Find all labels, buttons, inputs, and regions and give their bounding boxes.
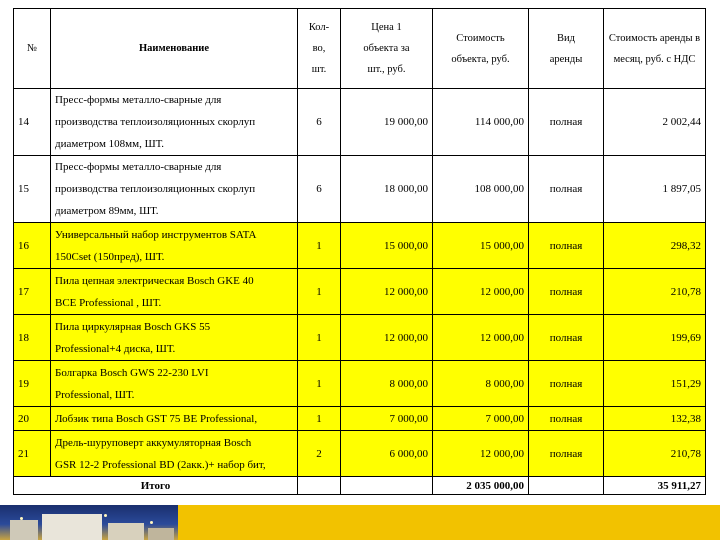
cell-name	[51, 315, 298, 361]
cell-name	[51, 223, 298, 269]
cell-cost: 15 000,00	[433, 223, 529, 269]
cell-type: полная	[529, 269, 604, 315]
building-shape	[108, 523, 144, 540]
cell-type: полная	[529, 223, 604, 269]
cell-name-line: Professional+4 диска, ШТ.	[55, 342, 176, 355]
cell-name-line: Лобзик типа Bosch GST 75 BE Professional,	[55, 412, 258, 425]
cell-price: 15 000,00	[341, 223, 433, 269]
cell-qty: 1	[298, 269, 341, 315]
table-row	[14, 89, 706, 156]
cell-name	[51, 269, 298, 315]
cell-no: 20	[14, 407, 51, 431]
cell-name-line: Дрель-шуруповерт аккумуляторная Bosch	[55, 436, 252, 449]
header-type	[529, 9, 604, 89]
cell-qty: 1	[298, 223, 341, 269]
table-row	[14, 223, 706, 269]
cell-rent: 132,38	[604, 407, 706, 431]
cell-cost: 8 000,00	[433, 361, 529, 407]
cell-qty: 1	[298, 315, 341, 361]
cell-name-line: Пресс-формы металло-сварные для	[55, 161, 222, 173]
header-row	[14, 9, 706, 89]
table-row	[14, 269, 706, 315]
header-price-line: объекта за	[363, 43, 410, 54]
table-row	[14, 315, 706, 361]
cell-name-line: BCE Professional , ШТ.	[55, 296, 162, 309]
cell-qty: 6	[298, 156, 341, 223]
header-rent-line: месяц, руб. с НДС	[613, 53, 696, 65]
cell-name	[51, 431, 298, 477]
cell-price: 6 000,00	[341, 431, 433, 477]
cell-no: 14	[14, 89, 51, 156]
city-night-photo	[0, 505, 178, 540]
cell-qty: 6	[298, 89, 341, 156]
cell-name	[51, 361, 298, 407]
table-row	[14, 431, 706, 477]
total-rent: 35 911,27	[604, 477, 706, 495]
street-light	[20, 517, 23, 520]
cell-name-line: диаметром 108мм, ШТ.	[55, 138, 165, 150]
cell-name-line: Professional, ШТ.	[55, 388, 135, 401]
cell-name	[51, 156, 298, 223]
cell-empty	[529, 477, 604, 495]
building-shape	[148, 528, 174, 540]
cell-price: 19 000,00	[341, 89, 433, 156]
total-label: Итого	[14, 477, 298, 495]
cell-cost: 108 000,00	[433, 156, 529, 223]
cell-qty: 2	[298, 431, 341, 477]
cell-name-line: Универсальный набор инструментов SATA	[55, 228, 257, 241]
header-rent-line: Стоимость аренды в	[608, 32, 701, 44]
cell-no: 16	[14, 223, 51, 269]
rental-table	[13, 8, 706, 495]
cell-rent: 1 897,05	[604, 156, 706, 223]
building-shape	[42, 514, 102, 540]
cell-no: 15	[14, 156, 51, 223]
header-qty-line: Кол-	[308, 22, 330, 33]
cell-empty	[298, 477, 341, 495]
cell-cost: 114 000,00	[433, 89, 529, 156]
cell-no: 19	[14, 361, 51, 407]
cell-type: полная	[529, 407, 604, 431]
cell-price: 12 000,00	[341, 315, 433, 361]
cell-type: полная	[529, 315, 604, 361]
header-qty-line: шт.	[311, 64, 327, 75]
header-price	[341, 9, 433, 89]
cell-name-line: Пила циркулярная Bosch GKS 55	[55, 320, 211, 333]
header-rent	[604, 9, 706, 89]
cell-rent: 298,32	[604, 223, 706, 269]
cell-name-line: Пила цепная электрическая Bosch GKE 40	[55, 274, 254, 287]
footer-banner	[0, 505, 720, 540]
cell-name-line: производства теплоизоляционных скорлуп	[55, 183, 256, 195]
cell-price: 7 000,00	[341, 407, 433, 431]
cell-name	[51, 89, 298, 156]
table-row	[14, 407, 706, 431]
street-light	[150, 521, 153, 524]
cell-rent: 151,29	[604, 361, 706, 407]
header-cost-line: объекта, руб.	[451, 53, 510, 65]
cell-qty: 1	[298, 407, 341, 431]
cell-name-line: Болгарка Bosch GWS 22-230 LVI	[55, 366, 209, 379]
header-price-line: шт., руб.	[367, 64, 406, 75]
cell-no: 17	[14, 269, 51, 315]
cell-name	[51, 407, 298, 431]
cell-name-line: GSR 12-2 Professional BD (2акк.)+ набор бит,	[55, 458, 266, 471]
cell-type: полная	[529, 431, 604, 477]
cell-name-line: Пресс-формы металло-сварные для	[55, 94, 222, 106]
cell-rent: 210,78	[604, 269, 706, 315]
cell-name-line: производства теплоизоляционных скорлуп	[55, 116, 256, 128]
total-row	[14, 477, 706, 495]
cell-name-line: 150Cset (150пред), ШТ.	[55, 250, 165, 263]
cell-no: 18	[14, 315, 51, 361]
header-type-line: аренды	[549, 53, 583, 65]
cell-type: полная	[529, 361, 604, 407]
cell-cost: 12 000,00	[433, 269, 529, 315]
total-cost: 2 035 000,00	[433, 477, 529, 495]
cell-empty	[341, 477, 433, 495]
cell-price: 12 000,00	[341, 269, 433, 315]
cell-qty: 1	[298, 361, 341, 407]
cell-rent: 199,69	[604, 315, 706, 361]
cell-price: 18 000,00	[341, 156, 433, 223]
cell-type: полная	[529, 89, 604, 156]
cell-rent: 2 002,44	[604, 89, 706, 156]
cell-no: 21	[14, 431, 51, 477]
header-no: №	[14, 9, 51, 89]
cell-type: полная	[529, 156, 604, 223]
street-light	[104, 514, 107, 517]
cell-name-line: диаметром 89мм, ШТ.	[55, 205, 159, 217]
cell-cost: 12 000,00	[433, 431, 529, 477]
header-type-line: Вид	[557, 32, 575, 44]
cell-cost: 12 000,00	[433, 315, 529, 361]
cell-cost: 7 000,00	[433, 407, 529, 431]
header-price-line: Цена 1	[371, 22, 402, 33]
table-row	[14, 156, 706, 223]
header-name: Наименование	[51, 9, 298, 89]
building-shape	[10, 520, 38, 540]
header-qty	[298, 9, 341, 89]
cell-rent: 210,78	[604, 431, 706, 477]
header-cost-line: Стоимость	[456, 32, 505, 44]
header-cost	[433, 9, 529, 89]
table-row	[14, 361, 706, 407]
cell-price: 8 000,00	[341, 361, 433, 407]
header-qty-line: во,	[312, 43, 326, 54]
